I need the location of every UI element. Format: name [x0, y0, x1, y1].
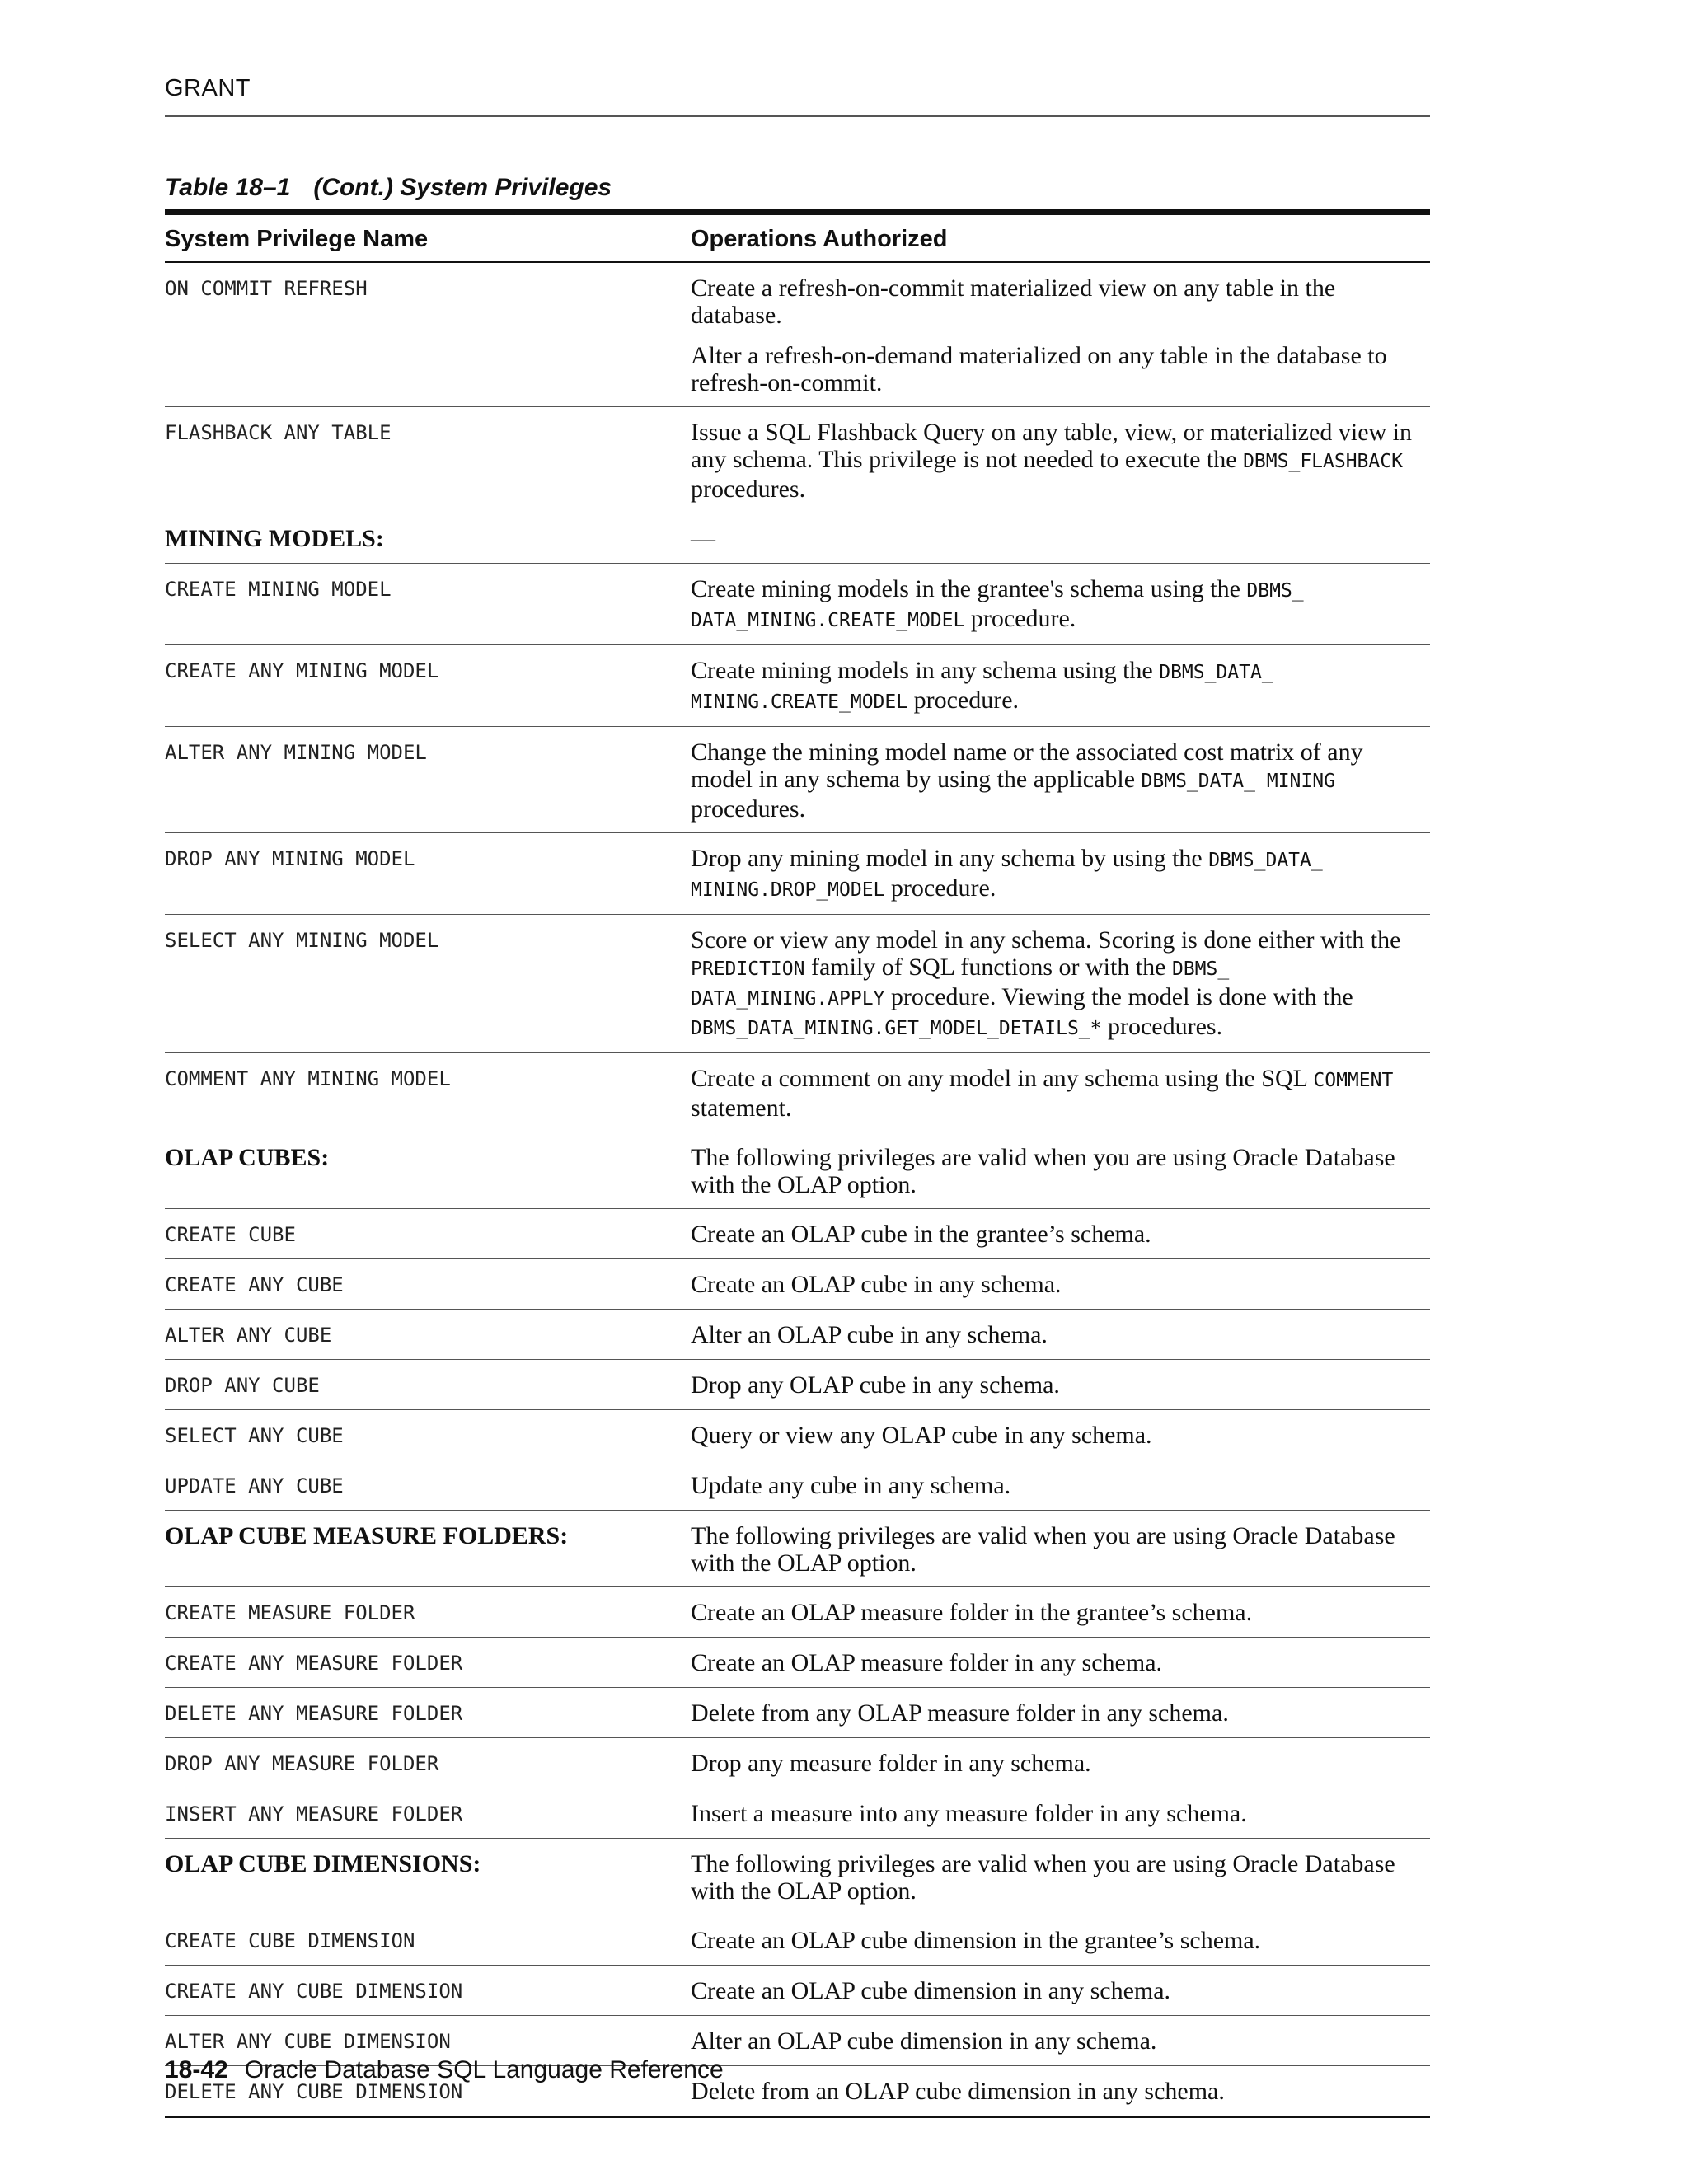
privilege-name: ALTER ANY MINING MODEL — [165, 741, 427, 764]
operation-description — [691, 738, 1430, 823]
description-text: Create an OLAP cube dimension in the grantee’s schema. — [691, 1927, 1261, 1954]
privilege-name-cell — [165, 1511, 691, 1587]
operations-cell — [691, 1360, 1430, 1410]
operation-description — [691, 419, 1430, 503]
operation-description — [691, 1221, 1430, 1248]
operations-cell — [691, 833, 1430, 915]
description-text: Drop any measure folder in any schema. — [691, 1750, 1091, 1777]
table-row — [165, 1310, 1430, 1360]
description-text: The following privileges are valid when you are using Oracle Database with the OLAP option. — [691, 1850, 1395, 1905]
description-text: Delete from any OLAP measure folder in any schema. — [691, 1699, 1229, 1727]
operation-description — [691, 657, 1430, 716]
description-text: procedures. — [691, 795, 806, 823]
operation-description — [691, 1472, 1430, 1499]
description-text: Issue a SQL Flashback Query on any table, view, or materialized view in any schema. This privilege is not needed to execute the — [691, 419, 1413, 473]
description-text: procedures. — [691, 476, 806, 503]
section-row — [165, 1839, 1430, 1915]
privilege-name-cell — [165, 1460, 691, 1511]
privilege-name-cell — [165, 1966, 691, 2016]
operations-cell — [691, 727, 1430, 833]
privilege-name-cell — [165, 513, 691, 564]
section-heading: OLAP CUBES: — [165, 1144, 330, 1171]
privilege-name: INSERT ANY MEASURE FOLDER — [165, 1802, 463, 1825]
operation-description — [691, 1977, 1430, 2004]
privilege-name: CREATE ANY MINING MODEL — [165, 659, 439, 682]
table-row — [165, 1259, 1430, 1310]
privilege-name-cell — [165, 1209, 691, 1259]
privilege-name: SELECT ANY MINING MODEL — [165, 929, 439, 952]
code-reference: DBMS_DATA_ MINING — [1141, 771, 1335, 792]
operation-description — [691, 1850, 1430, 1905]
description-text: procedure. — [907, 687, 1020, 714]
table-row — [165, 1638, 1430, 1688]
table-row — [165, 1688, 1430, 1738]
description-text: Create an OLAP cube in the grantee’s schema. — [691, 1221, 1151, 1248]
operation-description — [691, 1271, 1430, 1298]
privilege-name-cell — [165, 1738, 691, 1788]
privilege-name: DROP ANY MINING MODEL — [165, 847, 415, 870]
table-header-row — [165, 213, 1430, 263]
table-row — [165, 645, 1430, 727]
privilege-name: DELETE ANY CUBE DIMENSION — [165, 2080, 463, 2103]
operation-description — [691, 2078, 1430, 2105]
privilege-name-cell — [165, 564, 691, 645]
operations-cell — [691, 2066, 1430, 2117]
table-row — [165, 833, 1430, 915]
operation-description — [691, 926, 1430, 1043]
table-row — [165, 564, 1430, 645]
description-text: The following privileges are valid when you are using Oracle Database with the OLAP option. — [691, 1522, 1395, 1577]
table-row — [165, 262, 1430, 407]
operation-description — [691, 845, 1430, 904]
privilege-name: UPDATE ANY CUBE — [165, 1474, 344, 1497]
section-row — [165, 513, 1430, 564]
privilege-name-cell — [165, 407, 691, 513]
code-reference: COMMENT — [1313, 1070, 1394, 1091]
operations-cell — [691, 262, 1430, 407]
privilege-name: CREATE ANY MEASURE FOLDER — [165, 1652, 463, 1675]
operations-cell — [691, 1259, 1430, 1310]
privilege-name: CREATE ANY CUBE — [165, 1273, 344, 1296]
section-heading: OLAP CUBE DIMENSIONS: — [165, 1850, 481, 1877]
operations-cell — [691, 1460, 1430, 1511]
privilege-name-cell — [165, 915, 691, 1053]
privilege-name-cell — [165, 1132, 691, 1209]
privilege-name-cell — [165, 262, 691, 407]
table-body — [165, 262, 1430, 2117]
privilege-name-cell — [165, 1638, 691, 1688]
page-header — [165, 76, 1430, 117]
description-text: — — [691, 525, 715, 552]
operations-cell — [691, 645, 1430, 727]
operation-description — [691, 1144, 1430, 1198]
privilege-name-cell — [165, 1915, 691, 1966]
table-row — [165, 1915, 1430, 1966]
operation-description — [691, 1321, 1430, 1348]
privilege-name: DROP ANY CUBE — [165, 1374, 320, 1397]
operations-cell — [691, 1839, 1430, 1915]
operations-cell — [691, 915, 1430, 1053]
privilege-name: CREATE CUBE — [165, 1223, 296, 1246]
operation-description — [691, 1522, 1430, 1577]
description-text: Create an OLAP measure folder in any schema. — [691, 1649, 1163, 1676]
operations-cell — [691, 1310, 1430, 1360]
privilege-name-cell — [165, 1360, 691, 1410]
table-row — [165, 1209, 1430, 1259]
operation-description — [691, 274, 1430, 329]
table-row — [165, 407, 1430, 513]
description-text: family of SQL functions or with the — [804, 954, 1172, 981]
operations-cell — [691, 1587, 1430, 1638]
privilege-name: ALTER ANY CUBE — [165, 1324, 332, 1347]
description-text: Create a comment on any model in any schema using the SQL — [691, 1065, 1314, 1092]
description-text: procedure. — [884, 874, 996, 902]
operation-description — [691, 1699, 1430, 1727]
table-row — [165, 1460, 1430, 1511]
description-text: Create an OLAP cube dimension in any schema. — [691, 1977, 1171, 2004]
operation-description — [691, 575, 1430, 635]
table-caption-title: (Cont.) System Privileges — [313, 174, 612, 201]
operations-cell — [691, 1638, 1430, 1688]
table-row — [165, 915, 1430, 1053]
operations-cell — [691, 1738, 1430, 1788]
operations-cell — [691, 1688, 1430, 1738]
section-heading: MINING MODELS: — [165, 525, 384, 552]
code-reference: DBMS_DATA_ MINING.CREATE_MODEL — [691, 662, 1273, 713]
privilege-name: CREATE ANY CUBE DIMENSION — [165, 1980, 463, 2003]
privilege-name: DROP ANY MEASURE FOLDER — [165, 1752, 439, 1775]
operations-cell — [691, 1209, 1430, 1259]
operations-cell — [691, 1410, 1430, 1460]
operation-description — [691, 1800, 1430, 1827]
operation-description — [691, 1422, 1430, 1449]
book-title: Oracle Database SQL Language Reference — [244, 2056, 724, 2083]
operations-cell — [691, 564, 1430, 645]
code-reference: DBMS_ DATA_MINING.APPLY — [691, 958, 1230, 1010]
privilege-name-cell — [165, 1310, 691, 1360]
description-text: Delete from an OLAP cube dimension in any schema. — [691, 2078, 1225, 2105]
description-text: Score or view any model in any schema. Scoring is done either with the — [691, 926, 1401, 954]
description-text: Create an OLAP cube in any schema. — [691, 1271, 1062, 1298]
operations-cell — [691, 1053, 1430, 1132]
description-text: Alter an OLAP cube in any schema. — [691, 1321, 1048, 1348]
operation-description — [691, 1750, 1430, 1777]
privilege-name-cell — [165, 1410, 691, 1460]
section-row — [165, 1511, 1430, 1587]
description-text: Change the mining model name or the associated cost matrix of any model in any schema by using the applicable — [691, 738, 1363, 793]
privilege-name: SELECT ANY CUBE — [165, 1424, 344, 1447]
page-footer — [165, 2055, 724, 2085]
table-row — [165, 1053, 1430, 1132]
description-text: Create an OLAP measure folder in the grantee’s schema. — [691, 1599, 1253, 1626]
page-number: 18-42 — [165, 2056, 228, 2083]
system-privileges-table — [165, 209, 1430, 2118]
description-text: procedures. — [1101, 1013, 1223, 1040]
operations-cell — [691, 1511, 1430, 1587]
description-text: The following privileges are valid when you are using Oracle Database with the OLAP option. — [691, 1144, 1395, 1198]
table-row — [165, 1788, 1430, 1839]
table-row — [165, 1410, 1430, 1460]
privilege-name-cell — [165, 1259, 691, 1310]
operations-cell — [691, 1132, 1430, 1209]
operation-description — [691, 1649, 1430, 1676]
privilege-name-cell — [165, 727, 691, 833]
privilege-name-cell — [165, 1587, 691, 1638]
operation-description — [691, 1371, 1430, 1399]
privilege-name-cell — [165, 1688, 691, 1738]
operations-cell — [691, 2016, 1430, 2066]
operations-cell — [691, 513, 1430, 564]
table-row — [165, 1966, 1430, 2016]
privilege-name-cell — [165, 645, 691, 727]
privilege-name: ALTER ANY CUBE DIMENSION — [165, 2030, 451, 2053]
description-text: procedure. Viewing the model is done with the — [884, 983, 1353, 1010]
description-text: Create mining models in any schema using the — [691, 657, 1160, 684]
code-reference: PREDICTION — [691, 958, 805, 980]
privilege-name-cell — [165, 1053, 691, 1132]
table-caption — [165, 173, 612, 203]
privilege-name: FLASHBACK ANY TABLE — [165, 421, 392, 444]
privilege-name: ON COMMIT REFRESH — [165, 277, 368, 300]
description-text: Drop any mining model in any schema by using the — [691, 845, 1209, 872]
description-text: statement. — [691, 1094, 792, 1122]
code-reference: DBMS_DATA_ MINING.DROP_MODEL — [691, 850, 1323, 901]
privilege-name-cell — [165, 1839, 691, 1915]
description-text: Create mining models in the grantee's schema using the — [691, 575, 1247, 602]
description-text: Drop any OLAP cube in any schema. — [691, 1371, 1060, 1399]
operation-description — [691, 1927, 1430, 1954]
running-head: GRANT — [165, 75, 251, 101]
operation-description — [691, 1599, 1430, 1626]
operations-cell — [691, 1966, 1430, 2016]
code-reference: DBMS_DATA_MINING.GET_MODEL_DETAILS_* — [691, 1018, 1102, 1039]
operation-description — [691, 342, 1430, 396]
column-header-privilege-name: System Privilege Name — [165, 213, 691, 263]
column-header-operations: Operations Authorized — [691, 213, 1430, 263]
table-row — [165, 1360, 1430, 1410]
privilege-name: COMMENT ANY MINING MODEL — [165, 1067, 451, 1090]
operations-cell — [691, 407, 1430, 513]
operation-description — [691, 1065, 1430, 1122]
table-row — [165, 1587, 1430, 1638]
description-text: Create a refresh-on-commit materialized view on any table in the database. — [691, 274, 1336, 329]
operations-cell — [691, 1788, 1430, 1839]
description-text: Alter a refresh-on-demand materialized on any table in the database to refresh-on-commit. — [691, 342, 1387, 396]
operation-description — [691, 525, 1430, 552]
privilege-name: CREATE MINING MODEL — [165, 578, 392, 601]
privilege-name: CREATE MEASURE FOLDER — [165, 1601, 415, 1624]
privilege-name: CREATE CUBE DIMENSION — [165, 1929, 415, 1952]
privilege-name-cell — [165, 833, 691, 915]
description-text: Alter an OLAP cube dimension in any schema. — [691, 2027, 1157, 2055]
description-text: Query or view any OLAP cube in any schema. — [691, 1422, 1152, 1449]
operation-description — [691, 2027, 1430, 2055]
code-reference: DBMS_FLASHBACK — [1243, 451, 1403, 472]
section-row — [165, 1132, 1430, 1209]
operations-cell — [691, 1915, 1430, 1966]
description-text: Insert a measure into any measure folder in any schema. — [691, 1800, 1247, 1827]
description-text: procedure. — [964, 605, 1076, 632]
table-row — [165, 727, 1430, 833]
privilege-name: DELETE ANY MEASURE FOLDER — [165, 1702, 463, 1725]
privilege-name-cell — [165, 1788, 691, 1839]
code-reference: DBMS_ DATA_MINING.CREATE_MODEL — [691, 580, 1304, 631]
table-caption-number: Table 18–1 — [165, 174, 291, 201]
section-heading: OLAP CUBE MEASURE FOLDERS: — [165, 1522, 569, 1549]
description-text: Update any cube in any schema. — [691, 1472, 1011, 1499]
table-row — [165, 1738, 1430, 1788]
